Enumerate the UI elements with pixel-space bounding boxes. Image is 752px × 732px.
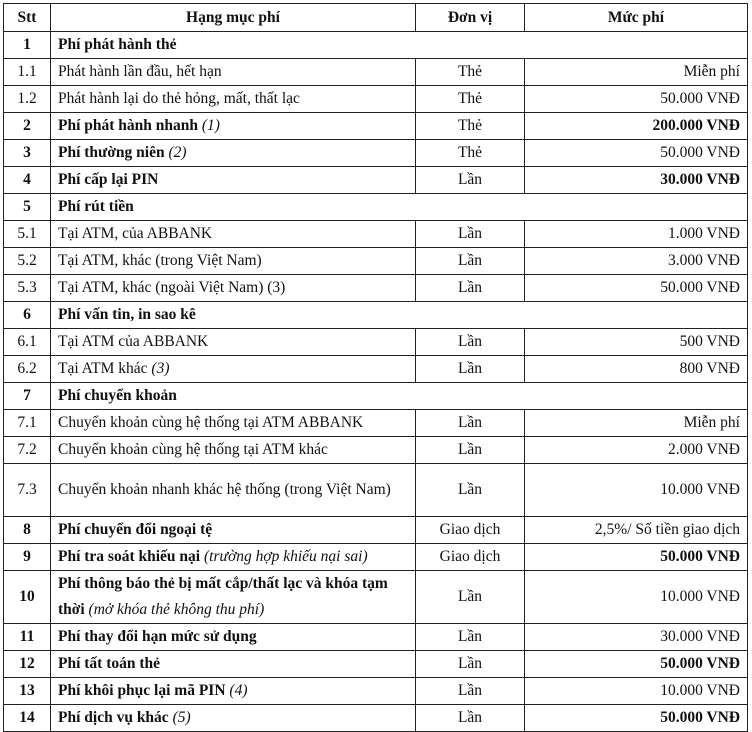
row-unit: Thẻ: [416, 140, 525, 167]
table-row: [4, 140, 748, 167]
row-fee: 50.000 VNĐ: [525, 140, 748, 167]
item-label: Tại ATM của ABBANK: [58, 333, 209, 350]
row-unit: Lần: [416, 571, 525, 624]
item-footnote: (trường hợp khiếu nại sai): [203, 548, 368, 565]
row-unit: Thẻ: [416, 59, 525, 86]
row-item: [51, 221, 416, 248]
row-stt: 7: [4, 383, 51, 410]
table-row: [4, 356, 748, 383]
row-stt: 10: [4, 571, 51, 624]
row-unit: Giao dịch: [416, 517, 525, 544]
section-row: [4, 32, 748, 59]
row-stt: 12: [4, 651, 51, 678]
table-row: [4, 410, 748, 437]
row-fee: 30.000 VNĐ: [525, 167, 748, 194]
row-unit: Lần: [416, 329, 525, 356]
item-footnote: (2): [168, 144, 187, 161]
row-fee: 2,5%/ Số tiền giao dịch: [525, 517, 748, 544]
table-row: [4, 517, 748, 544]
table-row: [4, 248, 748, 275]
header-item: Hạng mục phí: [51, 4, 416, 32]
table-row: [4, 544, 748, 571]
item-footnote: (1): [201, 117, 220, 134]
row-stt: 11: [4, 624, 51, 651]
row-stt: 9: [4, 544, 51, 571]
row-item: [51, 437, 416, 464]
row-fee: 50.000 VNĐ: [525, 705, 748, 732]
row-unit: Giao dịch: [416, 544, 525, 571]
header-row: [4, 4, 748, 32]
header-stt: Stt: [4, 4, 51, 32]
table-row: [4, 705, 748, 732]
row-item: [51, 356, 416, 383]
header-unit: Đơn vị: [416, 4, 525, 32]
row-item: [51, 624, 416, 651]
row-unit: Lần: [416, 624, 525, 651]
table-row: [4, 437, 748, 464]
row-fee: 30.000 VNĐ: [525, 624, 748, 651]
row-unit: Lần: [416, 705, 525, 732]
row-stt: 5.3: [4, 275, 51, 302]
item-label: Phí chuyển đổi ngoại tệ: [58, 521, 213, 538]
item-label: Phí chuyển khoản: [58, 387, 177, 404]
row-stt: 1.2: [4, 86, 51, 113]
item-label: Chuyển khoản nhanh khác hệ thống (trong Việt Nam): [58, 481, 391, 498]
item-label: Phí thông báo thẻ bị mất cắp/thất lạc và khóa tạm thời: [58, 575, 388, 618]
row-fee: 1.000 VNĐ: [525, 221, 748, 248]
row-fee: 10.000 VNĐ: [525, 678, 748, 705]
row-stt: 5: [4, 194, 51, 221]
row-stt: 7.3: [4, 464, 51, 517]
row-stt: 5.2: [4, 248, 51, 275]
row-item: [51, 410, 416, 437]
item-label: Chuyển khoản cùng hệ thống tại ATM ABBANK: [58, 414, 364, 431]
row-item: [51, 59, 416, 86]
row-item: [51, 275, 416, 302]
row-stt: 7.1: [4, 410, 51, 437]
row-fee: 50.000 VNĐ: [525, 651, 748, 678]
item-footnote: (5): [172, 709, 191, 726]
table-row: [4, 221, 748, 248]
item-label: Phát hành lại do thẻ hỏng, mất, thất lạc: [58, 90, 300, 107]
row-item: [51, 329, 416, 356]
header-fee: Mức phí: [525, 4, 748, 32]
table-row: [4, 651, 748, 678]
table-row: [4, 571, 748, 624]
item-label: Phí dịch vụ khác: [58, 709, 173, 726]
item-label: Tại ATM, khác (trong Việt Nam): [58, 252, 262, 269]
row-unit: Lần: [416, 651, 525, 678]
section-row: [4, 194, 748, 221]
row-stt: 1.1: [4, 59, 51, 86]
row-fee: 800 VNĐ: [525, 356, 748, 383]
row-item: [51, 464, 416, 517]
row-fee: 3.000 VNĐ: [525, 248, 748, 275]
row-unit: Lần: [416, 356, 525, 383]
item-label: Phí vấn tin, in sao kê: [58, 306, 196, 323]
row-fee: 200.000 VNĐ: [525, 113, 748, 140]
table-row: [4, 167, 748, 194]
item-label: Tại ATM, khác (ngoài Việt Nam) (3): [58, 279, 286, 296]
row-item: [51, 32, 748, 59]
table-row: [4, 275, 748, 302]
row-unit: Lần: [416, 437, 525, 464]
row-item: [51, 86, 416, 113]
row-item: [51, 571, 416, 624]
row-fee: 50.000 VNĐ: [525, 275, 748, 302]
item-label: Phí tất toán thẻ: [58, 655, 161, 672]
row-stt: 14: [4, 705, 51, 732]
row-item: [51, 705, 416, 732]
row-unit: Lần: [416, 275, 525, 302]
section-row: [4, 383, 748, 410]
row-fee: 50.000 VNĐ: [525, 544, 748, 571]
row-item: [51, 651, 416, 678]
table-row: [4, 678, 748, 705]
item-footnote: (mở khóa thẻ không thu phí): [88, 601, 265, 618]
table-row: [4, 464, 748, 517]
item-footnote: (3): [151, 360, 170, 377]
fee-table: [3, 3, 748, 732]
item-label: Phí phát hành thẻ: [58, 36, 177, 53]
row-item: [51, 383, 748, 410]
row-stt: 4: [4, 167, 51, 194]
table-row: [4, 59, 748, 86]
row-stt: 6.2: [4, 356, 51, 383]
row-unit: Lần: [416, 221, 525, 248]
row-item: [51, 113, 416, 140]
row-item: [51, 678, 416, 705]
row-fee: 500 VNĐ: [525, 329, 748, 356]
item-label: Phí khôi phục lại mã PIN: [58, 682, 230, 699]
row-item: [51, 302, 748, 329]
row-stt: 2: [4, 113, 51, 140]
row-unit: Lần: [416, 248, 525, 275]
row-fee: 2.000 VNĐ: [525, 437, 748, 464]
item-label: Phí phát hành nhanh: [58, 117, 202, 134]
row-fee: Miễn phí: [525, 59, 748, 86]
row-item: [51, 194, 748, 221]
item-label: Tại ATM khác: [58, 360, 152, 377]
row-item: [51, 544, 416, 571]
row-stt: 1: [4, 32, 51, 59]
row-item: [51, 517, 416, 544]
item-label: Phí thường niên: [58, 144, 169, 161]
row-unit: Lần: [416, 678, 525, 705]
table-row: [4, 329, 748, 356]
section-row: [4, 302, 748, 329]
row-unit: Lần: [416, 410, 525, 437]
item-label: Tại ATM, của ABBANK: [58, 225, 213, 242]
row-stt: 6.1: [4, 329, 51, 356]
row-stt: 5.1: [4, 221, 51, 248]
item-label: Phí rút tiền: [58, 198, 134, 215]
row-fee: 10.000 VNĐ: [525, 464, 748, 517]
item-label: Phí tra soát khiếu nại: [58, 548, 204, 565]
item-footnote: (4): [229, 682, 248, 699]
item-label: Phát hành lần đầu, hết hạn: [58, 63, 222, 80]
row-unit: Thẻ: [416, 86, 525, 113]
row-item: [51, 167, 416, 194]
row-unit: Lần: [416, 167, 525, 194]
item-label: Chuyển khoản cùng hệ thống tại ATM khác: [58, 441, 328, 458]
row-fee: 50.000 VNĐ: [525, 86, 748, 113]
table-row: [4, 624, 748, 651]
row-stt: 13: [4, 678, 51, 705]
row-stt: 6: [4, 302, 51, 329]
row-item: [51, 140, 416, 167]
table-row: [4, 113, 748, 140]
row-fee: Miễn phí: [525, 410, 748, 437]
row-item: [51, 248, 416, 275]
item-label: Phí cấp lại PIN: [58, 171, 159, 188]
row-unit: Thẻ: [416, 113, 525, 140]
row-stt: 3: [4, 140, 51, 167]
row-fee: 10.000 VNĐ: [525, 571, 748, 624]
table-row: [4, 86, 748, 113]
row-unit: Lần: [416, 464, 525, 517]
item-label: Phí thay đổi hạn mức sử dụng: [58, 628, 257, 645]
fee-table-body: [4, 32, 748, 732]
row-stt: 8: [4, 517, 51, 544]
row-stt: 7.2: [4, 437, 51, 464]
